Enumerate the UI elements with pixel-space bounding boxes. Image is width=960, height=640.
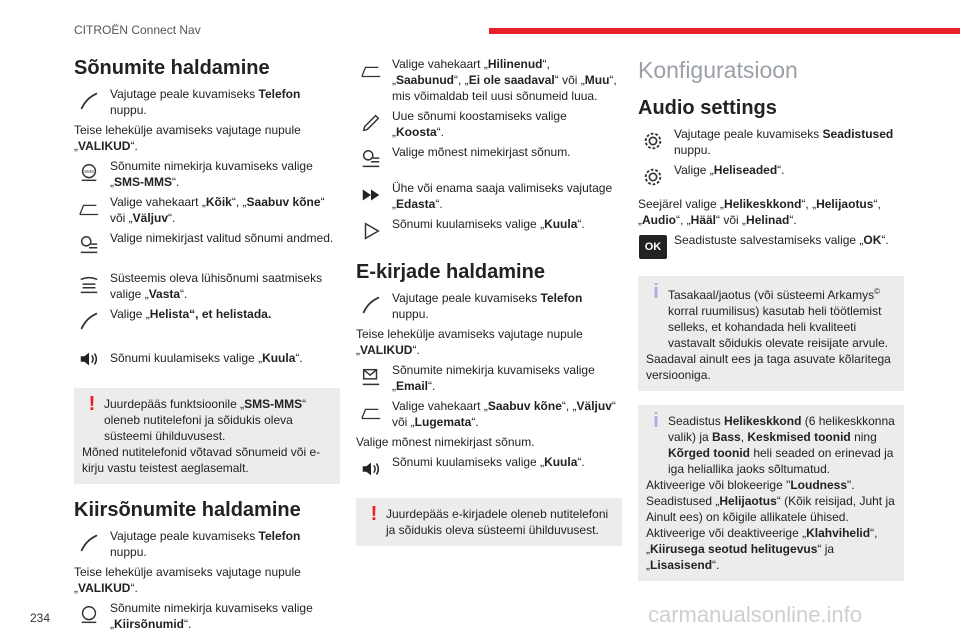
page-number: 234 [30,611,51,625]
tab-icon [74,194,104,224]
play-icon [356,216,386,246]
speaker-icon [74,344,104,374]
column-2 [356,56,622,546]
compose-icon [356,108,386,138]
tab-icon [356,56,386,86]
item-details: Valige nimekirjast valitud sõnumi andmed. [74,230,340,260]
phone-icon [74,528,104,558]
item-phone-3: Vajutage peale kuvamiseks Telefon nuppu. [356,290,622,322]
warning-icon: ! [88,393,96,415]
info-note: i Tasakaal/jaotus (või süsteemi Arkamys© korral ruumilisus) kasutab heli töötlemist selleks, et kohandada heli kvaliteeti vastavalt sõidukis olevate reisijate arvule. Saadaval ainult ees ja taga asuvate kõlaritega versiooniga. [638,276,904,391]
item-compose: Uue sõnumi koostamiseks valige „Koosta“. [356,108,622,140]
speaker-icon [356,454,386,484]
warning-note: ! Juurdepääs e-kirjadele oleneb nutitelefoni ja sõidukis oleva süsteemi ühilduvusest. [356,498,622,546]
header-accent-bar [489,28,960,34]
sms-icon [74,600,104,630]
info-note-2: i Seadistus Helikeskkond (6 helikeskkonna valik) ja Bass, Keskmised toonid ning Kõrged toonid heli seaded on erinevad ja iga heliallika jaoks sõltumatud. Aktiveerige või blokeerige "Loudness". Seadistused „Helijaotus“ (Kõik reisijad, Juht ja Ainult ees) on kõigile allikatele ühised. Aktiveerige või deaktiveerige „Klahvihelid“, „Kiirusega seotud helitugevus“ ja „Lisasisend“. [638,405,904,581]
paragraph: Teise lehekülje avamiseks vajutage nupule „VALIKUD“. [356,327,583,357]
ok-icon: OK [639,235,667,259]
info-icon: i [653,281,659,303]
reply-icon [74,270,104,300]
item-reply: Süsteemis oleva lühisõnumi saatmiseks valige „Vasta“. [74,270,340,302]
phone-icon [74,86,104,116]
item-call: Valige „Helista“, et helistada. [74,306,340,336]
warning-note: ! Juurdepääs funktsioonile „SMS-MMS“ oleneb nutitelefoni ja sõidukis oleva süsteemi ühilduvusest. Mõned nutitelefonid võtavad sõnumeid või e-kirju vastu teistest aeglasemalt. [74,388,340,484]
sms-icon [74,158,104,188]
item-listen-2: Sõnumi kuulamiseks valige „Kuula“. [356,216,622,246]
paragraph: Seejärel valige „Helikeskkond“, „Helijaotus“, „Audio“, „Hääl“ või „Helinad“. [638,197,881,227]
paragraph: Teise lehekülje avamiseks vajutage nupule „VALIKUD“. [74,123,301,153]
settings-icon [638,126,668,156]
item-ok: OK Seadistuste salvestamiseks valige „OK“. [638,232,904,262]
item-quick-messages: Sõnumite nimekirja kuvamiseks valige „Kiirsõnumid“. [74,600,340,632]
watermark: carmanualsonline.info [648,602,863,627]
section-title-sms: Sõnumite haldamine [74,57,270,79]
info-icon: i [653,410,659,432]
section-title-quick: Kiirsõnumite haldamine [74,499,301,521]
header-title: CITROËN Connect Nav [74,23,201,37]
item-listen: Sõnumi kuulamiseks valige „Kuula“. [74,344,340,374]
item-forward: Ühe või enama saaja valimiseks vajutage „Edasta“. [356,180,622,212]
call-icon [74,306,104,336]
list-icon [356,144,386,174]
settings-icon [638,162,668,192]
item-sms-mms: SMS Sõnumite nimekirja kuvamiseks valige „SMS-MMS“. [74,158,340,190]
section-title-email: E-kirjade haldamine [356,261,545,283]
email-icon [356,362,386,392]
tab-icon [356,398,386,428]
item-listen-3: Sõnumi kuulamiseks valige „Kuula“. [356,454,622,484]
item-phone: Vajutage peale kuvamiseks Telefon nuppu. [74,86,340,118]
svg-text:SMS: SMS [84,169,94,174]
column-1 [74,56,340,636]
item-phone-2: Vajutage peale kuvamiseks Telefon nuppu. [74,528,340,560]
item-choose-message: Valige mõnest nimekirjast sõnum. [356,144,622,174]
item-email: Sõnumite nimekirja kuvamiseks valige „Email“. [356,362,622,394]
warning-icon: ! [370,503,378,525]
item-sound-settings: Valige „Heliseaded“. [638,162,904,192]
forward-icon [356,180,386,210]
column-3 [638,56,904,581]
list-icon [74,230,104,260]
phone-icon [356,290,386,320]
paragraph: Teise lehekülje avamiseks vajutage nupule „VALIKUD“. [74,565,301,595]
item-tabs-2: Valige vahekaart „Hilinenud“, „Saabunud“, „Ei ole saadaval“ või „Muu“, mis võimaldab teil uusi sõnumeid luua. [356,56,622,104]
page-title: Konfiguratsioon [638,57,798,83]
section-title-audio: Audio settings [638,97,777,119]
paragraph: Valige mõnest nimekirjast sõnum. [356,435,535,449]
item-settings: Vajutage peale kuvamiseks Seadistused nuppu. [638,126,904,158]
item-tabs: Valige vahekaart „Kõik“, „Saabuv kõne“ või „Väljuv“. [74,194,340,226]
item-tabs-3: Valige vahekaart „Saabuv kõne“, „Väljuv“ või „Lugemata“. [356,398,622,430]
